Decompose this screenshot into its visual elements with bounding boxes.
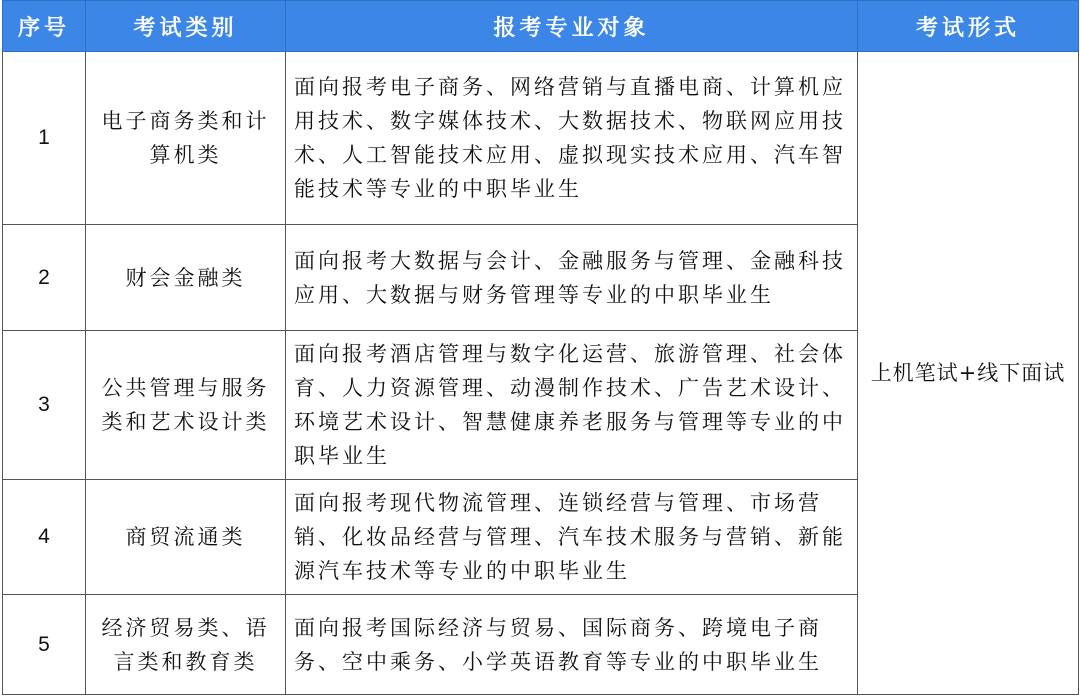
target-cell: 面向报考酒店管理与数字化运营、旅游管理、社会体育、人力资源管理、动漫制作技术、广告艺术设计、环境艺术设计、智慧健康养老服务与管理等专业的中职毕业生 xyxy=(286,331,858,480)
category-cell: 财会金融类 xyxy=(86,225,286,331)
category-cell: 经济贸易类、语言类和教育类 xyxy=(86,595,286,695)
table-row xyxy=(3,52,1079,225)
seq-cell: 1 xyxy=(3,52,86,225)
header-category: 考试类别 xyxy=(86,1,286,52)
category-cell: 公共管理与服务类和艺术设计类 xyxy=(86,331,286,480)
category-cell: 电子商务类和计算机类 xyxy=(86,52,286,225)
target-cell: 面向报考电子商务、网络营销与直播电商、计算机应用技术、数字媒体技术、大数据技术、物联网应用技术、人工智能技术应用、虚拟现实技术应用、汽车智能技术等专业的中职毕业生 xyxy=(286,52,858,225)
target-cell: 面向报考大数据与会计、金融服务与管理、金融科技应用、大数据与财务管理等专业的中职毕业生 xyxy=(286,225,858,331)
header-form: 考试形式 xyxy=(858,1,1079,52)
seq-cell: 5 xyxy=(3,595,86,695)
target-cell: 面向报考国际经济与贸易、国际商务、跨境电子商务、空中乘务、小学英语教育等专业的中职毕业生 xyxy=(286,595,858,695)
header-target: 报考专业对象 xyxy=(286,1,858,52)
seq-cell: 2 xyxy=(3,225,86,331)
target-cell: 面向报考现代物流管理、连锁经营与管理、市场营销、化妆品经营与管理、汽车技术服务与营销、新能源汽车技术等专业的中职毕业生 xyxy=(286,480,858,595)
header-row xyxy=(3,1,1079,52)
header-seq: 序号 xyxy=(3,1,86,52)
exam-form-cell: 上机笔试+线下面试 xyxy=(858,52,1079,695)
seq-cell: 4 xyxy=(3,480,86,595)
exam-table xyxy=(2,0,1079,695)
seq-cell: 3 xyxy=(3,331,86,480)
category-cell: 商贸流通类 xyxy=(86,480,286,595)
